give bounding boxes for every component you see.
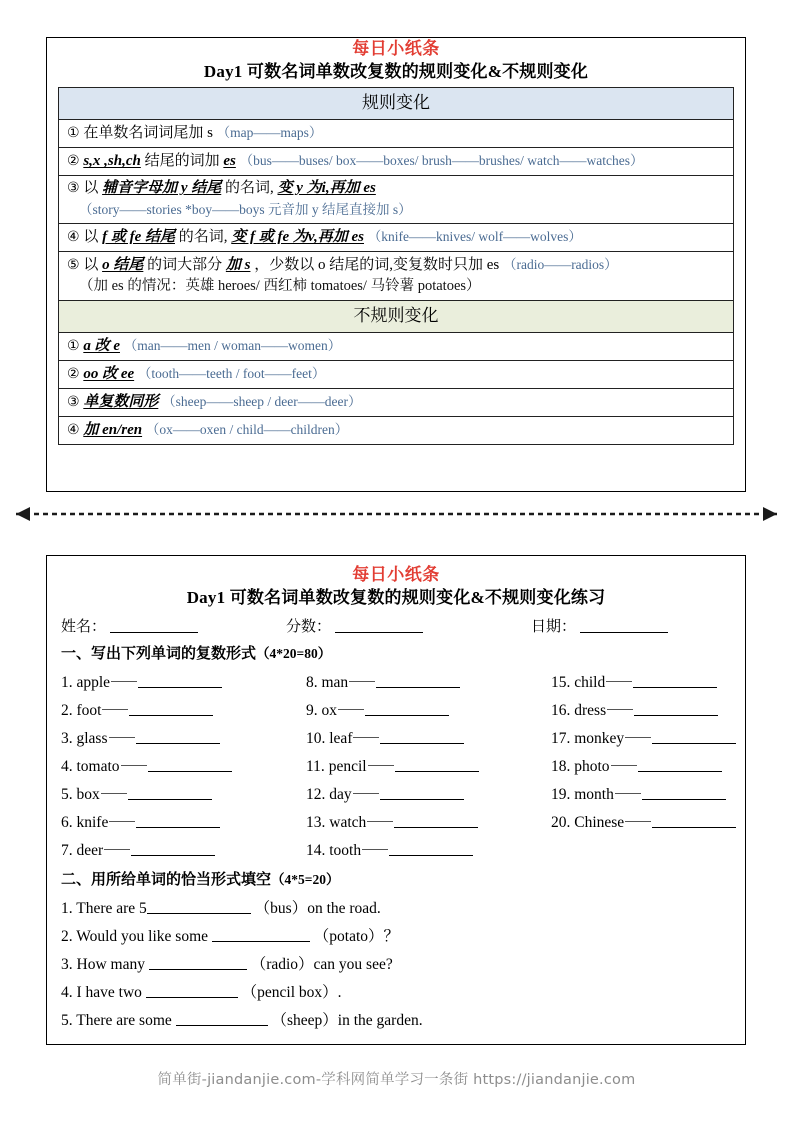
table-row bbox=[59, 224, 734, 252]
rule-emphasis: 辅音字母加 y 结尾 bbox=[102, 180, 222, 196]
rule-emphasis: oo 改 ee bbox=[83, 366, 135, 382]
fill-in-blank-item[interactable] bbox=[61, 923, 731, 951]
word-item-label: leaf bbox=[329, 730, 353, 747]
em-dash-connector bbox=[109, 821, 135, 822]
section-header-regular: 规则变化 bbox=[59, 88, 734, 120]
rule-emphasis: o 结尾 bbox=[102, 257, 144, 273]
table-row bbox=[59, 176, 734, 224]
word-item-monkey[interactable] bbox=[551, 725, 736, 753]
table-row bbox=[59, 120, 734, 148]
rule-emphasis-2: 加 s bbox=[225, 257, 251, 273]
word-item-label: deer bbox=[76, 842, 104, 859]
answer-blank[interactable] bbox=[129, 715, 213, 716]
table-row bbox=[59, 252, 734, 301]
em-dash-connector bbox=[362, 849, 388, 850]
section-2-title: 二、用所给单词的恰当形式填空 bbox=[61, 872, 272, 888]
em-dash-connector bbox=[111, 681, 137, 682]
word-item-label: photo bbox=[574, 758, 610, 775]
word-item-label: dress bbox=[574, 702, 607, 719]
student-meta-row bbox=[61, 615, 731, 639]
word-item-number: 6. bbox=[61, 814, 77, 831]
fill-item-number: 4. bbox=[61, 984, 77, 1001]
answer-blank[interactable] bbox=[365, 715, 449, 716]
rule-number: ⑤ bbox=[67, 257, 80, 273]
section-1-heading bbox=[61, 641, 731, 667]
rule-example: （knife——knives/ wolf——wolves） bbox=[367, 229, 582, 244]
rule-example: （tooth——teeth / foot——feet） bbox=[137, 366, 326, 381]
em-dash-connector bbox=[625, 737, 651, 738]
word-item-child[interactable] bbox=[551, 669, 736, 697]
rule-text: 在单数名词词尾加 s bbox=[83, 125, 213, 141]
word-item-watch[interactable] bbox=[306, 809, 551, 837]
em-dash-connector bbox=[102, 709, 128, 710]
section-1-points: （4*20=80） bbox=[256, 646, 332, 661]
word-item-number: 15. bbox=[551, 674, 575, 691]
section-2-heading bbox=[61, 867, 731, 893]
answer-blank[interactable] bbox=[147, 913, 251, 914]
word-item-month[interactable] bbox=[551, 781, 736, 809]
word-item-label: glass bbox=[76, 730, 108, 747]
rule-text-pre: 以 bbox=[83, 180, 99, 196]
practice-sheet-red-title: 每日小纸条 bbox=[352, 565, 440, 584]
em-dash-connector bbox=[367, 821, 393, 822]
answer-blank[interactable] bbox=[131, 855, 215, 856]
fill-item-number: 1. bbox=[61, 900, 77, 917]
rule-emphasis: 加 en/ren bbox=[83, 422, 143, 438]
word-item-label: foot bbox=[76, 702, 102, 719]
word-item-dress[interactable] bbox=[551, 697, 736, 725]
section-2-points: （4*5=20） bbox=[271, 872, 340, 887]
fill-item-sentence-after: （pencil box）. bbox=[237, 984, 342, 1001]
rule-number: ① bbox=[67, 125, 80, 141]
word-item-number: 8. bbox=[306, 674, 322, 691]
table-row bbox=[59, 333, 734, 361]
word-item-number: 14. bbox=[306, 842, 330, 859]
answer-blank[interactable] bbox=[642, 799, 726, 800]
word-item-leaf[interactable] bbox=[306, 725, 551, 753]
rule-text-pre: 以 bbox=[83, 257, 99, 273]
word-item-ox[interactable] bbox=[306, 697, 551, 725]
answer-blank[interactable] bbox=[634, 715, 718, 716]
fill-item-sentence-after: （sheep）in the garden. bbox=[267, 1012, 423, 1029]
rule-text-pre: 以 bbox=[83, 229, 99, 245]
name-label: 姓名： bbox=[61, 619, 107, 635]
fill-in-blank-item[interactable] bbox=[61, 1007, 731, 1035]
em-dash-connector bbox=[611, 765, 637, 766]
rule-text-tail: ，少数以 o 结尾的词,变复数时只加 es bbox=[254, 257, 500, 273]
rules-day-tag: Day1 bbox=[203, 62, 243, 81]
word-item-number: 12. bbox=[306, 786, 330, 803]
word-item-apple[interactable] bbox=[61, 669, 306, 697]
word-item-label: month bbox=[574, 786, 614, 803]
rule-text: 的名词, bbox=[225, 180, 274, 196]
word-plural-grid bbox=[61, 669, 731, 865]
word-item-number: 18. bbox=[551, 758, 575, 775]
table-row bbox=[59, 389, 734, 417]
answer-blank[interactable] bbox=[176, 1025, 268, 1026]
rules-sheet-red-title: 每日小纸条 bbox=[352, 39, 440, 58]
rules-title-text: 可数名词单数改复数的规则变化&不规则变化 bbox=[246, 62, 589, 81]
answer-blank[interactable] bbox=[136, 827, 220, 828]
answer-blank[interactable] bbox=[148, 771, 232, 772]
rule-example: （sheep——sheep / deer——deer） bbox=[162, 394, 362, 409]
word-item-label: tooth bbox=[329, 842, 362, 859]
score-input-blank[interactable] bbox=[335, 632, 423, 633]
fill-in-blank-list bbox=[61, 895, 731, 1035]
table-row-section-irregular bbox=[59, 301, 734, 333]
section-header-irregular: 不规则变化 bbox=[59, 301, 734, 333]
word-item-number: 5. bbox=[61, 786, 77, 803]
word-item-label: child bbox=[574, 674, 606, 691]
rule-example: （man——men / woman——women） bbox=[123, 338, 342, 353]
practice-sheet bbox=[46, 555, 746, 1045]
fill-item-sentence-before: Would you like some bbox=[76, 928, 212, 945]
fill-item-number: 3. bbox=[61, 956, 77, 973]
score-field-group[interactable] bbox=[286, 615, 531, 639]
word-item-box[interactable] bbox=[61, 781, 306, 809]
rule-subnote: （加 es 的情况：英雄 heroes/ 西红柿 tomatoes/ 马铃薯 potatoes） bbox=[79, 278, 481, 294]
word-item-number: 19. bbox=[551, 786, 575, 803]
rule-emphasis: a 改 e bbox=[83, 338, 120, 354]
word-item-number: 7. bbox=[61, 842, 77, 859]
word-item-label: knife bbox=[76, 814, 109, 831]
word-item-empty bbox=[551, 837, 736, 865]
name-input-blank[interactable] bbox=[110, 632, 198, 633]
word-item-man[interactable] bbox=[306, 669, 551, 697]
rule-cell-irregular-4 bbox=[59, 417, 734, 445]
footer-watermark: 简单街-jiandanjie.com-学科网简单学习一条街 https://jiandanjie.com bbox=[157, 1072, 636, 1088]
word-item-label: apple bbox=[76, 674, 111, 691]
word-item-number: 17. bbox=[551, 730, 575, 747]
rule-number: ④ bbox=[67, 229, 80, 245]
answer-blank[interactable] bbox=[146, 997, 238, 998]
rule-cell-irregular-1 bbox=[59, 333, 734, 361]
answer-blank[interactable] bbox=[394, 827, 478, 828]
word-item-label: day bbox=[329, 786, 352, 803]
rules-sheet bbox=[46, 37, 746, 492]
fill-item-sentence-before: I have two bbox=[76, 984, 146, 1001]
rule-number: ② bbox=[67, 366, 80, 382]
rule-number: ③ bbox=[67, 180, 80, 196]
word-item-number: 10. bbox=[306, 730, 330, 747]
date-label: 日期： bbox=[531, 619, 577, 635]
fill-item-sentence-before: How many bbox=[76, 956, 149, 973]
rule-number: ① bbox=[67, 338, 80, 354]
practice-sheet-main-title bbox=[61, 586, 731, 609]
word-item-number: 9. bbox=[306, 702, 322, 719]
fill-item-sentence-after: （radio）can you see? bbox=[246, 956, 393, 973]
word-item-knife[interactable] bbox=[61, 809, 306, 837]
answer-blank[interactable] bbox=[638, 771, 722, 772]
fill-item-sentence-after: （potato）？ bbox=[309, 928, 400, 945]
table-row bbox=[59, 148, 734, 176]
word-item-glass[interactable] bbox=[61, 725, 306, 753]
rule-cell-regular-1 bbox=[59, 120, 734, 148]
em-dash-connector bbox=[625, 821, 651, 822]
fill-in-blank-item[interactable] bbox=[61, 895, 731, 923]
rule-example: （ox——oxen / child——children） bbox=[145, 422, 349, 437]
answer-blank[interactable] bbox=[128, 799, 212, 800]
word-item-label: Chinese bbox=[574, 814, 625, 831]
rule-emphasis-2: 变 f 或 fe 为v,再加 es bbox=[231, 229, 364, 245]
word-item-day[interactable] bbox=[306, 781, 551, 809]
word-item-number: 11. bbox=[306, 758, 329, 775]
word-item-label: box bbox=[76, 786, 100, 803]
word-item-number: 3. bbox=[61, 730, 77, 747]
answer-blank[interactable] bbox=[380, 743, 464, 744]
word-item-label: man bbox=[321, 674, 349, 691]
em-dash-connector bbox=[338, 709, 364, 710]
rule-emphasis: f 或 fe 结尾 bbox=[102, 229, 175, 245]
word-item-label: ox bbox=[321, 702, 337, 719]
rules-table bbox=[58, 87, 734, 445]
word-item-label: watch bbox=[329, 814, 367, 831]
rule-emphasis-2: 变 y 为i,再加 es bbox=[277, 180, 376, 196]
word-item-chinese[interactable] bbox=[551, 809, 736, 837]
answer-blank[interactable] bbox=[212, 941, 310, 942]
rule-cell-regular-4 bbox=[59, 224, 734, 252]
word-item-number: 13. bbox=[306, 814, 330, 831]
rule-text: 结尾的词加 bbox=[144, 153, 220, 169]
rule-number: ③ bbox=[67, 394, 80, 410]
rule-emphasis-2: es bbox=[223, 153, 236, 169]
rule-cell-regular-3 bbox=[59, 176, 734, 224]
table-row bbox=[59, 361, 734, 389]
em-dash-connector bbox=[353, 793, 379, 794]
fill-in-blank-item[interactable] bbox=[61, 979, 731, 1007]
rule-number: ② bbox=[67, 153, 80, 169]
fill-item-number: 5. bbox=[61, 1012, 77, 1029]
rule-cell-irregular-3 bbox=[59, 389, 734, 417]
em-dash-connector bbox=[606, 681, 632, 682]
em-dash-connector bbox=[121, 765, 147, 766]
date-field-group[interactable] bbox=[531, 615, 668, 639]
rule-emphasis: 单复数同形 bbox=[83, 394, 159, 410]
answer-blank[interactable] bbox=[652, 743, 736, 744]
section-1-title: 一、写出下列单词的复数形式 bbox=[61, 646, 257, 662]
word-item-number: 1. bbox=[61, 674, 77, 691]
rule-cell-regular-5 bbox=[59, 252, 734, 301]
em-dash-connector bbox=[109, 737, 135, 738]
word-item-number: 16. bbox=[551, 702, 575, 719]
word-item-label: pencil bbox=[328, 758, 367, 775]
answer-blank[interactable] bbox=[138, 687, 222, 688]
answer-blank[interactable] bbox=[380, 799, 464, 800]
name-field-group[interactable] bbox=[61, 615, 286, 639]
answer-blank[interactable] bbox=[652, 827, 736, 828]
rule-text: 的词大部分 bbox=[147, 257, 223, 273]
rule-emphasis: s,x ,sh,ch bbox=[83, 153, 141, 169]
em-dash-connector bbox=[104, 849, 130, 850]
em-dash-connector bbox=[615, 793, 641, 794]
word-item-tooth[interactable] bbox=[306, 837, 551, 865]
word-item-foot[interactable] bbox=[61, 697, 306, 725]
word-item-number: 20. bbox=[551, 814, 575, 831]
em-dash-connector bbox=[353, 737, 379, 738]
rules-sheet-main-title bbox=[47, 60, 745, 83]
fill-item-sentence-before: There are 5 bbox=[76, 900, 147, 917]
fill-item-sentence-after: （bus）on the road. bbox=[250, 900, 381, 917]
rule-cell-regular-2 bbox=[59, 148, 734, 176]
answer-blank[interactable] bbox=[376, 687, 460, 688]
scissor-cut-dashed-arrow-icon bbox=[0, 503, 793, 525]
fill-item-sentence-before: There are some bbox=[76, 1012, 176, 1029]
em-dash-connector bbox=[607, 709, 633, 710]
answer-blank[interactable] bbox=[149, 969, 247, 970]
score-label: 分数： bbox=[286, 619, 332, 635]
date-input-blank[interactable] bbox=[580, 632, 668, 633]
rule-subnote: （story——stories *boy——boys 元音加 y 结尾直接加 s） bbox=[79, 202, 412, 217]
word-item-photo[interactable] bbox=[551, 753, 736, 781]
rule-example: （map——maps） bbox=[216, 125, 323, 140]
word-item-label: tomato bbox=[76, 758, 120, 775]
table-row-section-regular bbox=[59, 88, 734, 120]
em-dash-connector bbox=[349, 681, 375, 682]
word-item-deer[interactable] bbox=[61, 837, 306, 865]
answer-blank[interactable] bbox=[633, 687, 717, 688]
rule-text: 的名词, bbox=[178, 229, 228, 245]
answer-blank[interactable] bbox=[395, 771, 479, 772]
rule-number: ④ bbox=[67, 422, 80, 438]
answer-blank[interactable] bbox=[136, 743, 220, 744]
word-item-number: 2. bbox=[61, 702, 77, 719]
em-dash-connector bbox=[368, 765, 394, 766]
word-item-tomato[interactable] bbox=[61, 753, 306, 781]
practice-day-tag: Day1 bbox=[186, 588, 226, 607]
table-row bbox=[59, 417, 734, 445]
practice-title-text: 可数名词单数改复数的规则变化&不规则变化练习 bbox=[229, 588, 606, 607]
answer-blank[interactable] bbox=[389, 855, 473, 856]
rule-example: （radio——radios） bbox=[502, 257, 618, 272]
word-item-label: monkey bbox=[574, 730, 625, 747]
fill-item-number: 2. bbox=[61, 928, 77, 945]
em-dash-connector bbox=[101, 793, 127, 794]
fill-in-blank-item[interactable] bbox=[61, 951, 731, 979]
word-item-number: 4. bbox=[61, 758, 77, 775]
word-item-pencil[interactable] bbox=[306, 753, 551, 781]
rule-example: （bus——buses/ box——boxes/ brush——brushes/ watch——watches） bbox=[239, 153, 644, 168]
rule-cell-irregular-2 bbox=[59, 361, 734, 389]
